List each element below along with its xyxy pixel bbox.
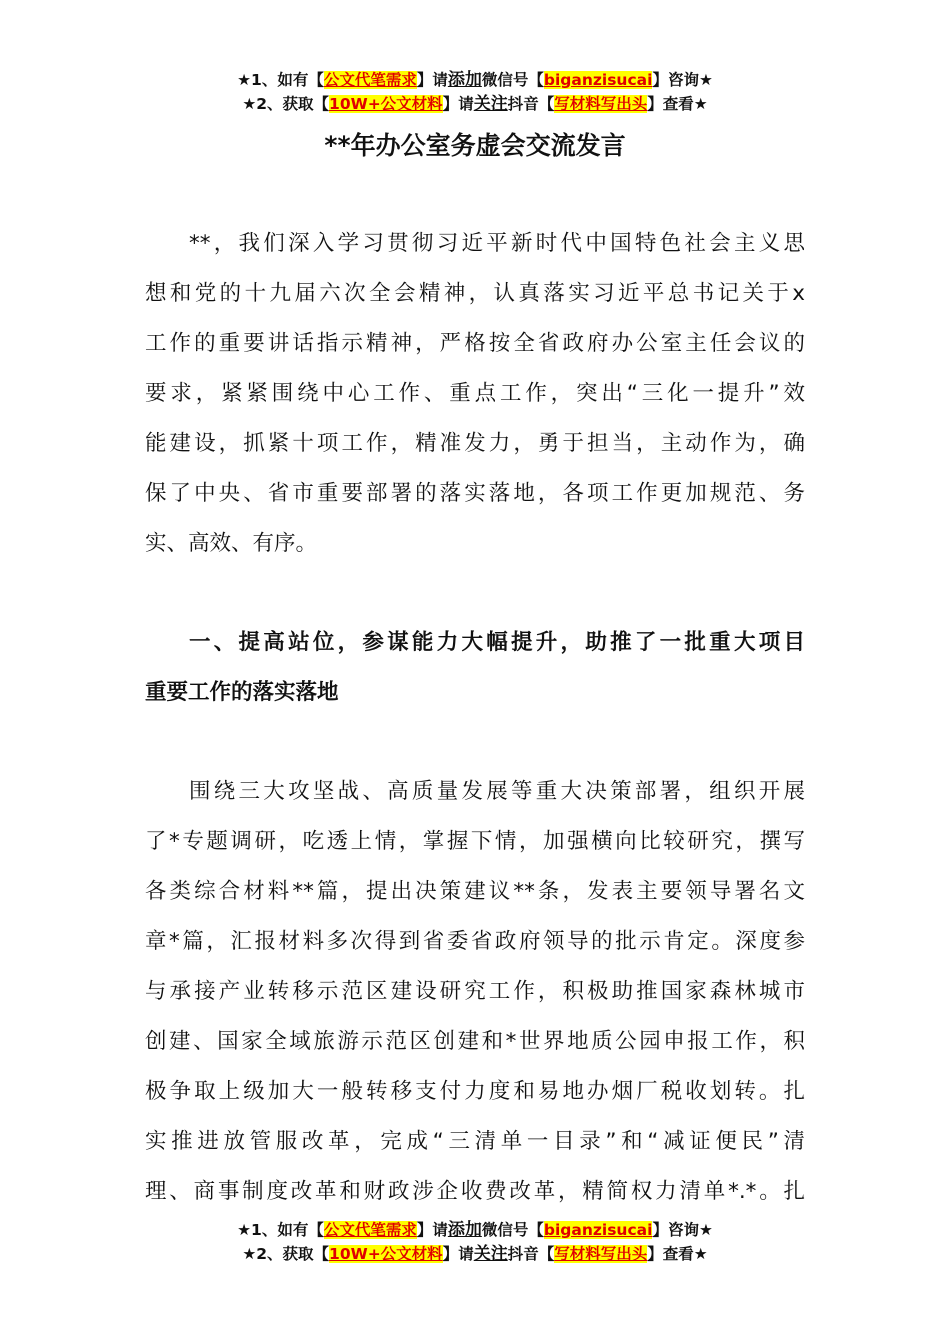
text-line: 章*篇，汇报材料多次得到省委省政府领导的批示肯定。深度参: [145, 929, 805, 954]
text-line: 理、商事制度改革和财政涉企收费改革，精简权力清单*.*。扎: [145, 1179, 805, 1204]
text-line: 实、高效、有序。: [145, 531, 318, 556]
banner-line-2: ★2、获取【10W+公文材料】请关注抖音【写材料写出头】查看★: [242, 1244, 708, 1264]
text-line: 极争取上级加大一般转移支付力度和易地办烟厂税收划转。扎: [145, 1079, 805, 1104]
paragraph-2: [145, 767, 805, 1217]
text-line: 创建、国家全域旅游示范区创建和*世界地质公园申报工作，积: [145, 1029, 805, 1054]
text-line: 围绕三大攻坚战、高质量发展等重大决策部署，组织开展: [189, 779, 805, 804]
text-line: 能建设，抓紧十项工作，精准发力，勇于担当，主动作为，确: [145, 431, 805, 456]
text-line: 重要工作的落实落地: [145, 680, 339, 705]
text-line: 一、提高站位，参谋能力大幅提升，助推了一批重大项目: [189, 630, 805, 655]
text-line: 实推进放管服改革，完成“三清单一目录”和“减证便民”清: [145, 1129, 805, 1154]
banner-line-1: ★1、如有【公文代笔需求】请添加微信号【biganzisucai】咨询★: [237, 70, 713, 90]
banner-line-1: ★1、如有【公文代笔需求】请添加微信号【biganzisucai】咨询★: [237, 1220, 713, 1240]
text-line: 各类综合材料**篇，提出决策建议**条，发表主要领导署名文: [145, 879, 805, 904]
text-line: 想和党的十九届六次全会精神，认真落实习近平总书记关于x: [145, 281, 805, 306]
text-line: 与承接产业转移示范区建设研究工作，积极助推国家森林城市: [145, 979, 805, 1004]
text-line: 工作的重要讲话指示精神，严格按全省政府办公室主任会议的: [145, 331, 805, 356]
banner-line-2: ★2、获取【10W+公文材料】请关注抖音【写材料写出头】查看★: [242, 94, 708, 114]
text-line: 要求，紧紧围绕中心工作、重点工作，突出“三化一提升”效: [145, 381, 805, 406]
top-banner: [0, 68, 950, 116]
text-line: 保了中央、省市重要部署的落实落地，各项工作更加规范、务: [145, 481, 805, 506]
text-line: **，我们深入学习贯彻习近平新时代中国特色社会主义思: [189, 231, 805, 256]
text-line: 了*专题调研，吃透上情，掌握下情，加强横向比较研究，撰写: [145, 829, 805, 854]
paragraph-1: [145, 219, 805, 569]
document-title: **年办公室务虚会交流发言: [324, 131, 626, 160]
heading-1: [145, 618, 805, 718]
bottom-banner: [0, 1218, 950, 1266]
